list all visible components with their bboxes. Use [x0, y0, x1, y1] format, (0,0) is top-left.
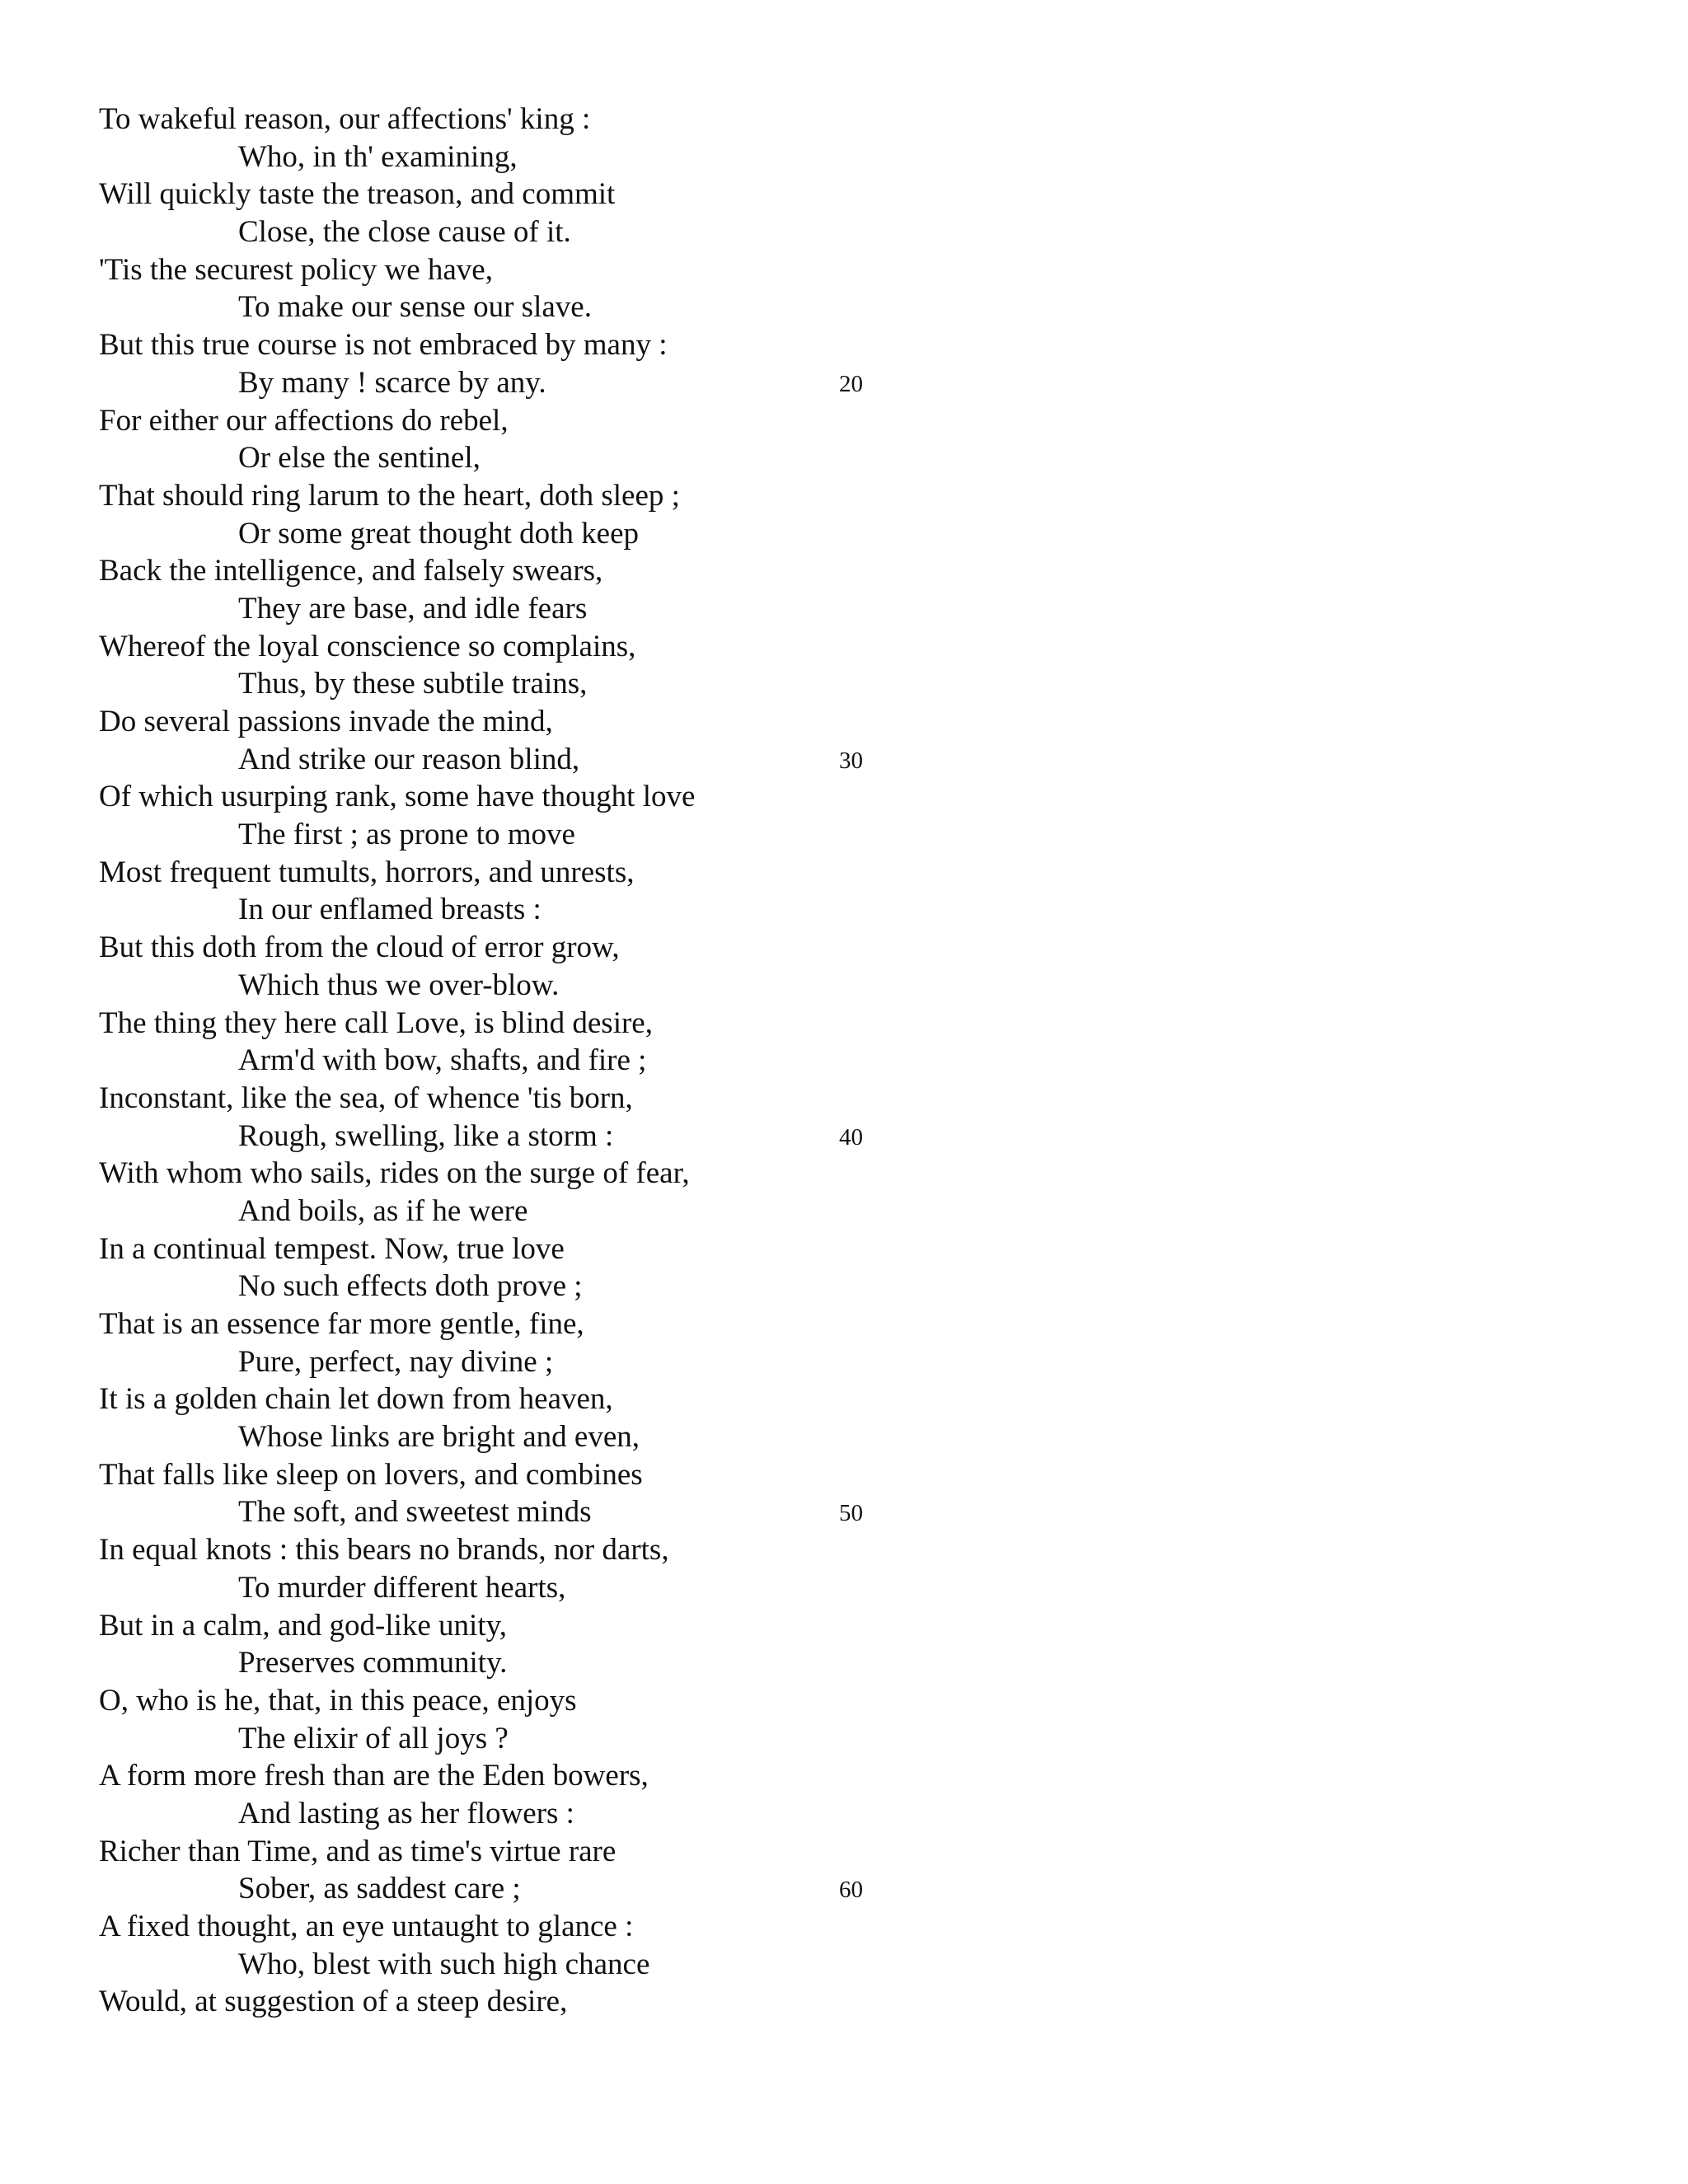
poem-line: [0, 929, 1688, 967]
poem-line-text: The elixir of all joys ?: [238, 1721, 509, 1755]
poem-line-text: Whose links are bright and even,: [238, 1420, 640, 1455]
poem-line: [0, 1682, 1688, 1720]
poem-line: [0, 552, 1688, 590]
poem-line-text: Back the intelligence, and falsely swears,: [99, 554, 603, 588]
poem-line-indented: [0, 1795, 1688, 1833]
poem-line: [0, 101, 1688, 138]
poem-line: [0, 1908, 1688, 1946]
poem-line-text: With whom who sails, rides on the surge of fear,: [99, 1156, 690, 1191]
poem-line: [0, 1531, 1688, 1569]
poem-line-indented: [0, 590, 1688, 628]
poem-line-text: Rough, swelling, like a storm :: [238, 1118, 614, 1153]
poem-line-text: That should ring larum to the heart, doth sleep ;: [99, 478, 680, 513]
poem-line-text: The thing they here call Love, is blind desire,: [99, 1005, 653, 1040]
poem-line: [0, 1983, 1688, 2021]
line-number: 50: [839, 1500, 863, 1527]
poem-line-text: In equal knots : this bears no brands, nor darts,: [99, 1533, 669, 1568]
poem-line: [0, 1230, 1688, 1268]
poem-line-indented: [0, 967, 1688, 1005]
poem-line: [0, 1757, 1688, 1795]
poem-line-text: Which thus we over-blow.: [238, 968, 560, 1002]
poem-line-indented: [0, 213, 1688, 251]
poem-line: [0, 854, 1688, 892]
poem-line-text: The soft, and sweetest minds: [238, 1495, 592, 1530]
poem-line-indented: [0, 1946, 1688, 1984]
poem-line-text: Or else the sentinel,: [238, 441, 481, 476]
poem-line: [0, 1833, 1688, 1871]
poem-line-text: In our enflamed breasts :: [238, 893, 542, 927]
poem-line-indented: [0, 1493, 1688, 1531]
poem-line-text: But in a calm, and god-like unity,: [99, 1608, 507, 1643]
poem-line-indented: [0, 1418, 1688, 1456]
poem-line-text: Arm'd with bow, shafts, and fire ;: [238, 1043, 647, 1078]
line-number: 20: [839, 370, 863, 397]
poem-line-text: A fixed thought, an eye untaught to glance :: [99, 1910, 634, 1943]
poem-line-text: Richer than Time, and as time's virtue rare: [99, 1834, 617, 1868]
poem-line-text: Or some great thought doth keep: [238, 516, 640, 551]
poem-line-text: And boils, as if he were: [238, 1193, 528, 1228]
poem-line-indented: [0, 816, 1688, 854]
poem-line-indented: [0, 138, 1688, 176]
poem-line-text: In a continual tempest. Now, true love: [99, 1231, 565, 1266]
poem-line-text: But this true course is not embraced by many :: [99, 328, 668, 363]
poem-line-text: To murder different hearts,: [238, 1570, 566, 1605]
poem-line-text: Preserves community.: [238, 1646, 508, 1680]
poem-line: [0, 477, 1688, 515]
poem-line-text: Will quickly taste the treason, and commit: [99, 177, 616, 212]
poem-line-text: By many ! scarce by any.: [238, 365, 546, 400]
poem-line-text: Who, blest with such high chance: [238, 1947, 650, 1981]
poem-line-text: 'Tis the securest policy we have,: [99, 252, 493, 287]
poem-line-text: Sober, as saddest care ;: [238, 1872, 521, 1906]
poem-line-indented: [0, 665, 1688, 703]
poem-line: [0, 1380, 1688, 1418]
poem-line-indented: [0, 1118, 1688, 1155]
poem-line-text: To make our sense our slave.: [238, 290, 592, 325]
poem-line-text: It is a golden chain let down from heaven,: [99, 1382, 613, 1417]
poem-line-text: Who, in th' examining,: [238, 139, 518, 174]
poem-line-indented: [0, 1268, 1688, 1305]
poem-line-text: And strike our reason blind,: [238, 742, 580, 776]
poem-line-text: No such effects doth prove ;: [238, 1269, 583, 1304]
poem-line-text: For either our affections do rebel,: [99, 403, 509, 438]
poem-line-indented: [0, 1720, 1688, 1758]
poem-line: [0, 1305, 1688, 1343]
poem-line-text: That falls like sleep on lovers, and combines: [99, 1457, 643, 1492]
poem-line-indented: [0, 364, 1688, 402]
line-number: 30: [839, 747, 863, 774]
poem-line-text: Most frequent tumults, horrors, and unrests,: [99, 855, 635, 889]
poem-line: [0, 778, 1688, 816]
line-number: 40: [839, 1123, 863, 1151]
poem-line-indented: [0, 1870, 1688, 1908]
poem-line-text: Close, the close cause of it.: [238, 215, 571, 250]
poem-line-indented: [0, 891, 1688, 929]
poem-line-indented: [0, 1343, 1688, 1381]
poem-line-indented: [0, 288, 1688, 326]
poem-line-indented: [0, 1042, 1688, 1080]
poem-line-text: Do several passions invade the mind,: [99, 705, 553, 738]
poem-line-text: They are base, and idle fears: [238, 591, 588, 626]
poem-line-text: O, who is he, that, in this peace, enjoys: [99, 1683, 577, 1718]
poem-line-indented: [0, 1193, 1688, 1230]
poem-line: [0, 703, 1688, 741]
poem-line-indented: [0, 741, 1688, 779]
poem-line-text: Whereof the loyal conscience so complains,: [99, 629, 636, 663]
poem-line: [0, 1607, 1688, 1645]
poem-line-text: Inconstant, like the sea, of whence 'tis born,: [99, 1080, 633, 1115]
poem-line-text: The first ; as prone to move: [238, 818, 575, 852]
poem-line-text: Would, at suggestion of a steep desire,: [99, 1985, 568, 2019]
poem-line-text: Pure, perfect, nay divine ;: [238, 1344, 554, 1379]
poem-line: [0, 326, 1688, 364]
poem-line: [0, 1456, 1688, 1494]
poem-line-text: That is an essence far more gentle, fine,: [99, 1307, 584, 1341]
poem-body: [0, 101, 1688, 2021]
poem-line-text: And lasting as her flowers :: [238, 1796, 574, 1830]
poem-line: [0, 251, 1688, 289]
poem-line: [0, 402, 1688, 440]
poem-line: [0, 1155, 1688, 1193]
poem-line-text: To wakeful reason, our affections' king :: [99, 102, 591, 136]
poem-line-text: Thus, by these subtile trains,: [238, 667, 588, 701]
poem-line: [0, 1005, 1688, 1043]
poem-line: [0, 628, 1688, 666]
poem-line: [0, 176, 1688, 213]
poem-line: [0, 1080, 1688, 1118]
poem-line-indented: [0, 515, 1688, 553]
poem-line-text: Of which usurping rank, some have thought love: [99, 780, 696, 814]
poem-line-text: A form more fresh than are the Eden bowers,: [99, 1759, 649, 1793]
poem-line-indented: [0, 1644, 1688, 1682]
poem-line-text: But this doth from the cloud of error grow,: [99, 930, 620, 965]
poem-line-indented: [0, 439, 1688, 477]
line-number: 60: [839, 1877, 863, 1904]
poem-line-indented: [0, 1569, 1688, 1607]
